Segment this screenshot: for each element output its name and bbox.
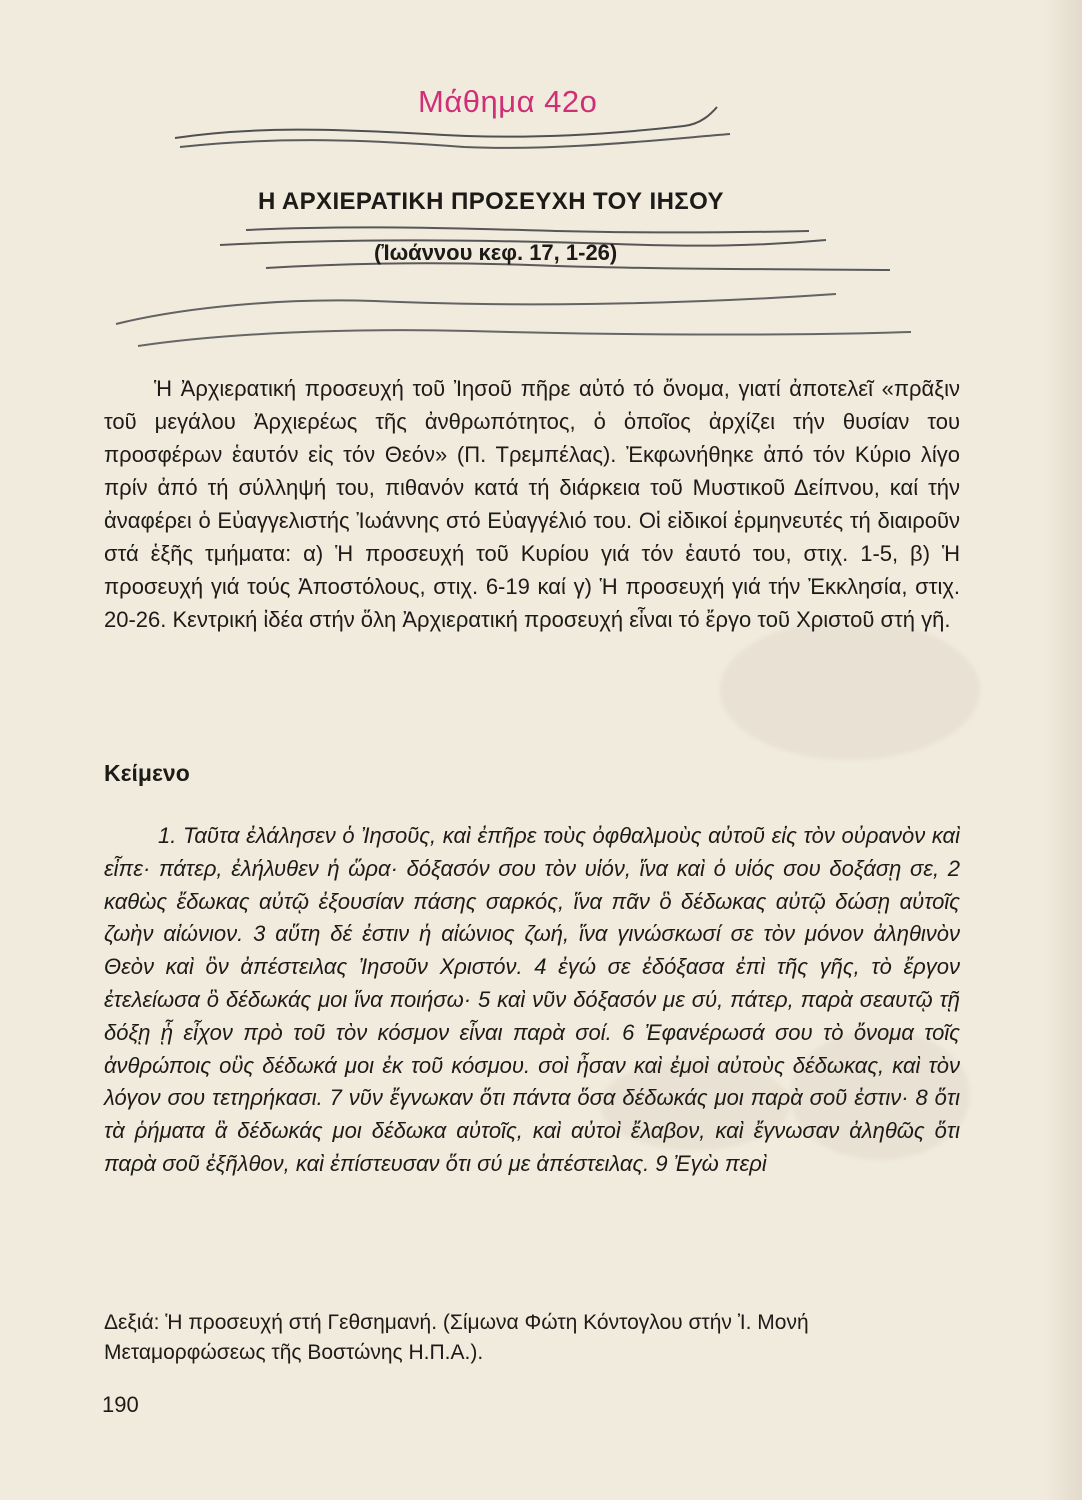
lesson-label: Μάθημα 42ο	[418, 84, 598, 119]
paper-stain	[720, 620, 980, 760]
page-title: Η ΑΡΧΙΕΡΑΤΙΚΗ ΠΡΟΣΕΥΧΗ ΤΟΥ ΙΗΣΟΥ	[258, 188, 724, 215]
page-edge-shadow	[1044, 0, 1082, 1500]
image-caption: Δεξιά: Ἡ προσευχή στή Γεθσημανή. (Σίμωνα Φώτη Κόντογλου στήν Ἰ. Μονή Μεταμορφώσεως τῆς Βοστώνης Η.Π.Α.).	[104, 1311, 809, 1364]
page-number: 190	[102, 1392, 139, 1417]
section-heading: Κείμενο	[104, 760, 190, 786]
intro-paragraph: Ἡ Ἀρχιερατική προσευχή τοῦ Ἰησοῦ πῆρε αὐτό τό ὄνομα, γιατί ἀποτελεῖ «πρᾶξιν τοῦ μεγάλου Ἀρχιερέως τῆς ἀνθρωπότητος, ὁ ὁποῖος ἀρχίζει τήν θυσίαν του προσφέρων ἑαυτόν εἰς τόν Θεόν» (Π. Τρεμπέλας). Ἐκφωνήθηκε ἀπό τόν Κύριο λίγο πρίν ἀπό τή σύλληψή του, πιθανόν κατά τή διάρκεια τοῦ Μυστικοῦ Δείπνου, καί τήν ἀναφέρει ὁ Εὐαγγελιστής Ἰωάννης στό Εὐαγγέλιό του. Οἱ εἰδικοί ἑρμηνευτές τή διαιροῦν στά ἑξῆς τμήματα: α) Ἡ προσευχή τοῦ Κυρίου γιά τόν ἑαυτό του, στιχ. 1-5, β) Ἡ προσευχή γιά τούς Ἀποστόλους, στιχ. 6-19 καί γ) Ἡ προσευχή γιά τήν Ἐκκλησία, στιχ. 20-26. Κεντρική ἰδέα στήν ὅλη Ἀρχιερατική προσευχή εἶναι τό ἔργο τοῦ Χριστοῦ στή γῆ.	[104, 376, 960, 632]
scripture-passage: 1. Ταῦτα ἐλάλησεν ὁ Ἰησοῦς, καὶ ἐπῆρε τοὺς ὀφθαλμοὺς αὐτοῦ εἰς τὸν οὐρανὸν καὶ εἶπε· πάτερ, ἐλήλυθεν ἡ ὥρα· δόξασόν σου τὸν υἱόν, ἵνα καὶ ὁ υἱός σου δοξάσῃ σε, 2 καθὼς ἔδωκας αὐτῷ ἐξουσίαν πάσης σαρκός, ἵνα πᾶν ὃ δέδωκας αὐτῷ δώσῃ αὐτοῖς ζωὴν αἰώνιον. 3 αὕτη δέ ἐστιν ἡ αἰώνιος ζωή, ἵνα γινώσκωσί σε τὸν μόνον ἀληθινὸν Θεὸν καὶ ὃν ἀπέστειλας Ἰησοῦν Χριστόν. 4 ἐγώ σε ἐδόξασα ἐπὶ τῆς γῆς, τὸ ἔργον ἐτελείωσα ὃ δέδωκάς μοι ἵνα ποιήσω· 5 καὶ νῦν δόξασόν με σύ, πάτερ, παρὰ σεαυτῷ τῇ δόξῃ ᾗ εἶχον πρὸ τοῦ τὸν κόσμον εἶναι παρὰ σοί. 6 Ἐφανέρωσά σου τὸ ὄνομα τοῖς ἀνθρώποις οὓς δέδωκά μοι ἐκ τοῦ κόσμου. σοὶ ἦσαν καὶ ἐμοὶ αὐτοὺς δέδωκας, καὶ τὸν λόγον σου τετηρήκασι. 7 νῦν ἔγνωκαν ὅτι πάντα ὅσα δέδωκάς μοι παρὰ σοῦ ἐστιν· 8 ὅτι τὰ ῥήματα ἃ δέδωκάς μοι δέδωκα αὐτοῖς, καὶ αὐτοὶ ἔλαβον, καὶ ἔγνωσαν ἀληθῶς ὅτι παρὰ σοῦ ἐξῆλθον, καὶ ἐπίστευσαν ὅτι σύ με ἀπέστειλας. 9 Ἐγὼ περὶ	[104, 823, 960, 1176]
scripture-reference: (Ἰωάννου κεφ. 17, 1-26)	[374, 240, 618, 265]
